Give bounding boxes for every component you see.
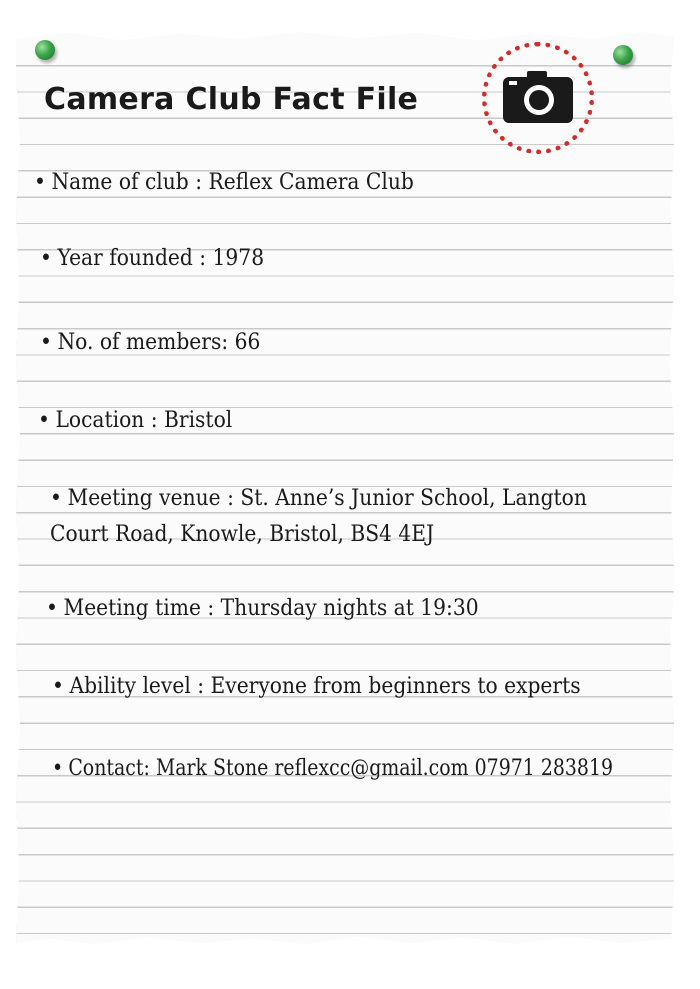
fact-value: 66 [234,330,261,355]
fact-location [38,408,232,433]
fact-label: Meeting venue : [67,486,234,511]
camera-badge [482,42,594,154]
bullet: • [34,170,46,195]
bullet: • [52,756,64,781]
camera-icon [501,67,575,127]
fact-value: Bristol [164,408,233,433]
fact-label: Location : [55,408,158,433]
fact-label: No. of members: [57,330,229,355]
bullet: • [40,330,52,355]
fact-value: 1978 [212,246,265,271]
fact-label: Name of club : [51,170,203,195]
pushpin-icon [613,45,633,65]
fact-meeting-venue-line2 [50,522,434,547]
bullet: • [38,408,50,433]
fact-contact [52,756,613,781]
fact-ability-level [52,674,581,699]
fact-label: Meeting time : [63,596,215,621]
bullet: • [50,486,62,511]
fact-value: St. Anne’s Junior School, Langton [240,486,587,511]
bullet: • [40,246,52,271]
pushpin-icon [35,40,55,60]
fact-value: Everyone from beginners to experts [210,674,581,699]
bullet: • [52,674,64,699]
fact-members [40,330,260,355]
fact-year-founded [40,246,264,271]
fact-label: Contact: [68,756,150,781]
fact-meeting-time [46,596,479,621]
fact-meeting-venue [50,486,587,511]
fact-value: Thursday nights at 19:30 [220,596,479,621]
fact-label: Ability level : [69,674,205,699]
fact-value: Court Road, Knowle, Bristol, BS4 4EJ [50,522,435,547]
fact-club-name [34,170,414,195]
page-title: Camera Club Fact File [44,82,419,117]
fact-label: Year founded : [57,246,207,271]
bullet: • [46,596,58,621]
fact-value: Mark Stone reflexcc@gmail.com 07971 283819 [155,756,614,781]
fact-value: Reflex Camera Club [208,170,414,195]
